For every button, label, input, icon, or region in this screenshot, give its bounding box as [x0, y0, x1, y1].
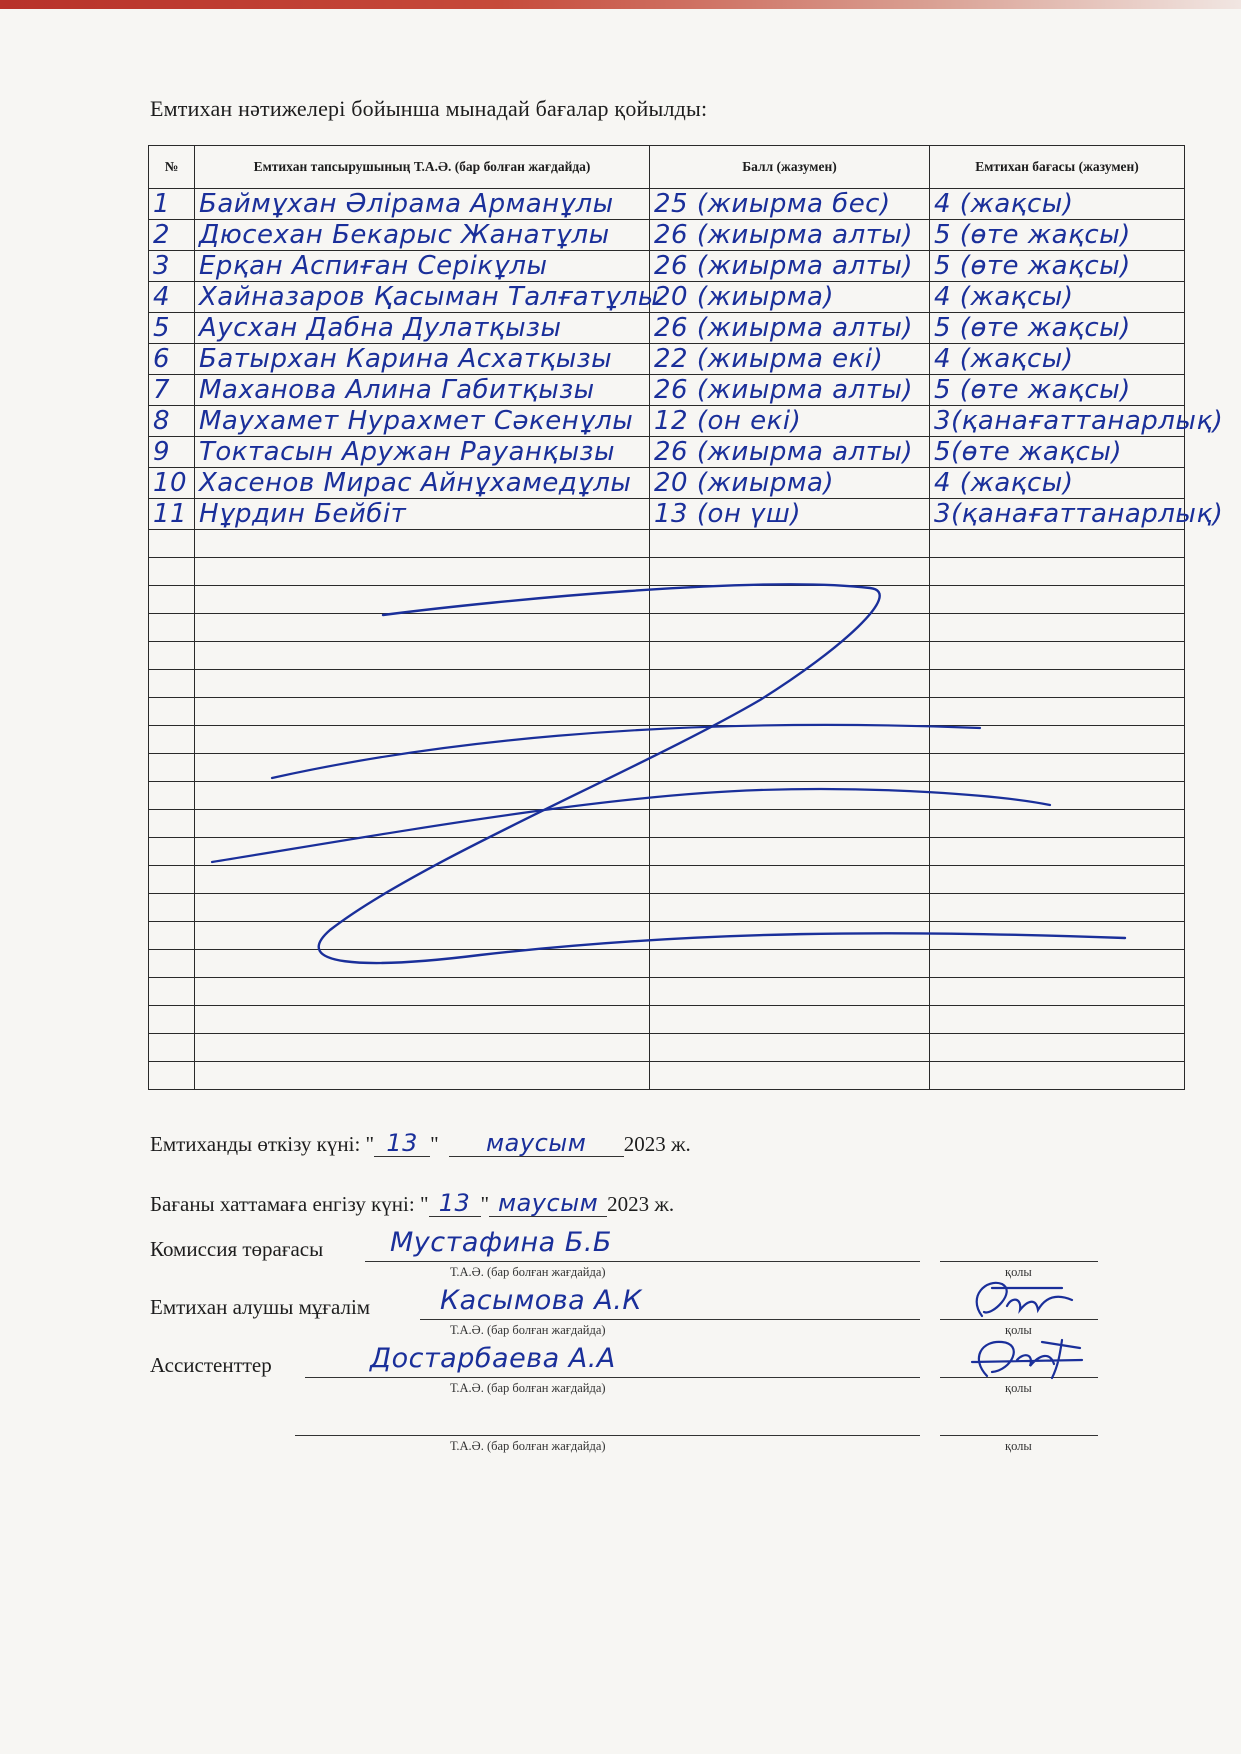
- table-row: [149, 468, 1185, 499]
- cell-empty: [930, 866, 1185, 894]
- intro-text: Емтихан нәтижелері бойынша мынадай бағалар қойылды:: [150, 96, 708, 121]
- cell-grade: 4 (жақсы): [930, 282, 1185, 313]
- table-row-empty: [149, 978, 1185, 1006]
- cell-num: 9: [149, 437, 195, 468]
- signature-row-extra: [150, 1394, 1190, 1454]
- table-row-empty: [149, 698, 1185, 726]
- chair-sign-caption: қолы: [1005, 1265, 1032, 1279]
- cell-empty: [195, 670, 650, 698]
- table-row: [149, 313, 1185, 344]
- teacher-name: Касымова А.К: [440, 1285, 643, 1316]
- cell-empty: [930, 1062, 1185, 1090]
- cell-empty: [195, 978, 650, 1006]
- cell-empty: [650, 950, 930, 978]
- chair-name-line: [365, 1261, 920, 1262]
- cell-empty: [195, 530, 650, 558]
- cell-name: Нұрдин Бейбіт: [195, 499, 650, 530]
- cell-empty: [930, 614, 1185, 642]
- cell-empty: [149, 670, 195, 698]
- cell-empty: [930, 922, 1185, 950]
- cell-empty: [650, 754, 930, 782]
- cell-empty: [650, 894, 930, 922]
- cell-empty: [650, 642, 930, 670]
- table-row-empty: [149, 838, 1185, 866]
- cell-empty: [650, 1006, 930, 1034]
- cell-empty: [149, 894, 195, 922]
- cell-empty: [149, 586, 195, 614]
- table-row-empty: [149, 670, 1185, 698]
- cell-empty: [195, 1006, 650, 1034]
- cell-empty: [930, 1034, 1185, 1062]
- entry-date-year: 2023 ж.: [607, 1192, 675, 1216]
- cell-score: 12 (он екі): [650, 406, 930, 437]
- cell-empty: [195, 922, 650, 950]
- header-name: Емтихан тапсырушының Т.А.Ә. (бар болған жағдайда): [195, 146, 650, 189]
- extra-name-line: [295, 1435, 920, 1436]
- cell-empty: [930, 838, 1185, 866]
- cell-grade: 5 (өте жақсы): [930, 375, 1185, 406]
- cell-grade: 4 (жақсы): [930, 189, 1185, 220]
- chair-name-caption: Т.А.Ә. (бар болған жағдайда): [450, 1265, 606, 1279]
- entry-date-day: 13: [438, 1189, 471, 1217]
- cell-score: 20 (жиырма): [650, 282, 930, 313]
- cell-empty: [195, 838, 650, 866]
- cell-score: 26 (жиырма алты): [650, 313, 930, 344]
- cell-empty: [149, 754, 195, 782]
- assistants-name-caption: Т.А.Ә. (бар болған жағдайда): [450, 1381, 606, 1395]
- cell-empty: [149, 950, 195, 978]
- cell-grade: 5 (өте жақсы): [930, 313, 1185, 344]
- table-header-row: [149, 146, 1185, 189]
- exam-date-quote: ": [430, 1132, 439, 1156]
- cell-empty: [930, 530, 1185, 558]
- table-row-empty: [149, 810, 1185, 838]
- cell-empty: [650, 810, 930, 838]
- cell-name: Токтасын Аружан Рауанқызы: [195, 437, 650, 468]
- exam-date-year: 2023 ж.: [623, 1132, 691, 1156]
- table-row-empty: [149, 782, 1185, 810]
- cell-empty: [930, 726, 1185, 754]
- cell-score: 13 (он үш): [650, 499, 930, 530]
- cell-name: Аусхан Дабна Дулатқызы: [195, 313, 650, 344]
- results-table-body: [149, 189, 1224, 1090]
- cell-empty: [195, 866, 650, 894]
- table-row: [149, 220, 1185, 251]
- entry-date-day-field: [429, 1188, 481, 1217]
- table-row-empty: [149, 642, 1185, 670]
- cell-score: 25 (жиырма бес): [650, 189, 930, 220]
- cell-empty: [650, 726, 930, 754]
- cell-empty: [195, 614, 650, 642]
- cell-name: Батырхан Карина Асхатқызы: [195, 344, 650, 375]
- cell-empty: [149, 978, 195, 1006]
- cell-empty: [930, 1006, 1185, 1034]
- cell-num: 7: [149, 375, 195, 406]
- cell-empty: [930, 698, 1185, 726]
- cell-num: 11: [149, 499, 195, 530]
- cell-empty: [650, 978, 930, 1006]
- cell-name: Маухамет Нурахмет Сәкенұлы: [195, 406, 650, 437]
- cell-empty: [650, 670, 930, 698]
- teacher-name-line: [420, 1319, 920, 1320]
- cell-num: 2: [149, 220, 195, 251]
- exam-date-label: Емтиханды өткізу күні: ": [150, 1132, 375, 1156]
- table-row-empty: [149, 558, 1185, 586]
- cell-empty: [650, 922, 930, 950]
- table-row: [149, 344, 1185, 375]
- cell-grade: 5 (өте жақсы): [930, 220, 1185, 251]
- table-row: [149, 251, 1185, 282]
- cell-grade: 5(өте жақсы): [930, 437, 1185, 468]
- cell-empty: [650, 586, 930, 614]
- extra-sign-line: [940, 1435, 1098, 1436]
- table-row: [149, 499, 1185, 530]
- cell-empty: [149, 614, 195, 642]
- entry-date-label: Бағаны хаттамаға енгізу күні: ": [150, 1192, 429, 1216]
- table-row-empty: [149, 754, 1185, 782]
- cell-grade: 3(қанағаттанарлық): [930, 499, 1185, 530]
- assistants-label: Ассистенттер: [150, 1353, 272, 1377]
- cell-empty: [149, 642, 195, 670]
- cell-empty: [195, 586, 650, 614]
- cell-empty: [149, 838, 195, 866]
- cell-empty: [650, 1034, 930, 1062]
- chair-label: Комиссия төрағасы: [150, 1237, 324, 1261]
- table-row: [149, 282, 1185, 313]
- page-top-edge: [0, 0, 1241, 9]
- cell-empty: [149, 698, 195, 726]
- header-number: №: [149, 146, 195, 189]
- chair-name: Мустафина Б.Б: [390, 1227, 612, 1258]
- cell-empty: [930, 642, 1185, 670]
- cell-num: 8: [149, 406, 195, 437]
- exam-date-row: [150, 1128, 691, 1157]
- teacher-label: Емтихан алушы мұғалім: [150, 1295, 371, 1319]
- exam-date-month: маусым: [486, 1129, 587, 1157]
- cell-empty: [195, 950, 650, 978]
- cell-empty: [195, 642, 650, 670]
- cell-empty: [650, 838, 930, 866]
- cell-empty: [930, 894, 1185, 922]
- assistants-name: Достарбаева А.А: [370, 1343, 616, 1374]
- assistants-sign-caption: қолы: [1005, 1381, 1032, 1395]
- table-row-empty: [149, 922, 1185, 950]
- cell-empty: [149, 922, 195, 950]
- entry-date-month-field: [489, 1188, 607, 1217]
- cell-score: 26 (жиырма алты): [650, 437, 930, 468]
- cell-empty: [930, 782, 1185, 810]
- cell-empty: [650, 698, 930, 726]
- cell-empty: [930, 670, 1185, 698]
- entry-date-quote: ": [480, 1192, 490, 1216]
- cell-num: 10: [149, 468, 195, 499]
- extra-name-caption: Т.А.Ә. (бар болған жағдайда): [450, 1439, 606, 1453]
- cell-name: Хайназаров Қасыман Талғатұлы: [195, 282, 650, 313]
- table-row-empty: [149, 586, 1185, 614]
- cell-empty: [149, 866, 195, 894]
- cell-num: 1: [149, 189, 195, 220]
- cell-empty: [195, 698, 650, 726]
- cell-empty: [930, 950, 1185, 978]
- cell-num: 3: [149, 251, 195, 282]
- table-row: [149, 375, 1185, 406]
- teacher-signature-mark: [962, 1276, 1082, 1324]
- teacher-sign-caption: қолы: [1005, 1323, 1032, 1337]
- table-row-empty: [149, 614, 1185, 642]
- table-row-empty: [149, 866, 1185, 894]
- cell-grade: 3(қанағаттанарлық): [930, 406, 1185, 437]
- header-grade: Емтихан бағасы (жазумен): [930, 146, 1185, 189]
- cell-empty: [650, 530, 930, 558]
- cell-num: 5: [149, 313, 195, 344]
- cell-empty: [149, 810, 195, 838]
- cell-empty: [650, 1062, 930, 1090]
- table-row: [149, 437, 1185, 468]
- cell-empty: [195, 1062, 650, 1090]
- exam-date-day: 13: [386, 1129, 418, 1157]
- teacher-name-caption: Т.А.Ә. (бар болған жағдайда): [450, 1323, 606, 1337]
- entry-date-month: маусым: [497, 1189, 599, 1217]
- signature-row-chair: [150, 1220, 1190, 1280]
- header-score: Балл (жазумен): [650, 146, 930, 189]
- cell-empty: [930, 810, 1185, 838]
- assistants-name-line: [305, 1377, 920, 1378]
- table-row-empty: [149, 1062, 1185, 1090]
- cell-empty: [650, 558, 930, 586]
- cell-empty: [195, 754, 650, 782]
- cell-grade: 4 (жақсы): [930, 344, 1185, 375]
- cell-empty: [195, 782, 650, 810]
- cell-empty: [195, 558, 650, 586]
- table-row-empty: [149, 530, 1185, 558]
- cell-score: 22 (жиырма екі): [650, 344, 930, 375]
- cell-empty: [195, 810, 650, 838]
- cell-num: 4: [149, 282, 195, 313]
- cell-name: Ерқан Аспиған Серікұлы: [195, 251, 650, 282]
- table-row-empty: [149, 726, 1185, 754]
- entry-date-row: [150, 1188, 674, 1217]
- cell-empty: [930, 586, 1185, 614]
- cell-score: 26 (жиырма алты): [650, 220, 930, 251]
- cell-empty: [149, 782, 195, 810]
- table-row: [149, 189, 1185, 220]
- cell-grade: 5 (өте жақсы): [930, 251, 1185, 282]
- cell-empty: [149, 530, 195, 558]
- signature-row-teacher: [150, 1278, 1190, 1338]
- exam-date-day-field: [374, 1128, 430, 1157]
- table-row-empty: [149, 950, 1185, 978]
- cell-empty: [149, 726, 195, 754]
- exam-date-month-field: [449, 1128, 624, 1157]
- cell-num: 6: [149, 344, 195, 375]
- cell-empty: [149, 558, 195, 586]
- cell-empty: [195, 1034, 650, 1062]
- assistants-signature-mark: [962, 1334, 1092, 1382]
- cell-empty: [650, 782, 930, 810]
- cell-name: Хасенов Мирас Айнұхамедұлы: [195, 468, 650, 499]
- cell-name: Маханова Алина Габитқызы: [195, 375, 650, 406]
- table-row-empty: [149, 1034, 1185, 1062]
- cell-name: Дюсехан Бекарыс Жанатұлы: [195, 220, 650, 251]
- cell-empty: [930, 558, 1185, 586]
- table-row: [149, 406, 1185, 437]
- cell-name: Баймұхан Әлірама Арманұлы: [195, 189, 650, 220]
- cell-empty: [930, 754, 1185, 782]
- cell-score: 26 (жиырма алты): [650, 375, 930, 406]
- table-row-empty: [149, 894, 1185, 922]
- table-row-empty: [149, 1006, 1185, 1034]
- cell-empty: [149, 1062, 195, 1090]
- cell-score: 26 (жиырма алты): [650, 251, 930, 282]
- chair-sign-line: [940, 1261, 1098, 1262]
- cell-empty: [195, 726, 650, 754]
- cell-empty: [195, 894, 650, 922]
- cell-empty: [650, 866, 930, 894]
- cell-score: 20 (жиырма): [650, 468, 930, 499]
- signature-row-assistants: [150, 1336, 1190, 1396]
- cell-empty: [930, 978, 1185, 1006]
- cell-empty: [650, 614, 930, 642]
- extra-sign-caption: қолы: [1005, 1439, 1032, 1453]
- cell-empty: [149, 1034, 195, 1062]
- cell-empty: [149, 1006, 195, 1034]
- results-table: [148, 145, 1224, 1090]
- cell-grade: 4 (жақсы): [930, 468, 1185, 499]
